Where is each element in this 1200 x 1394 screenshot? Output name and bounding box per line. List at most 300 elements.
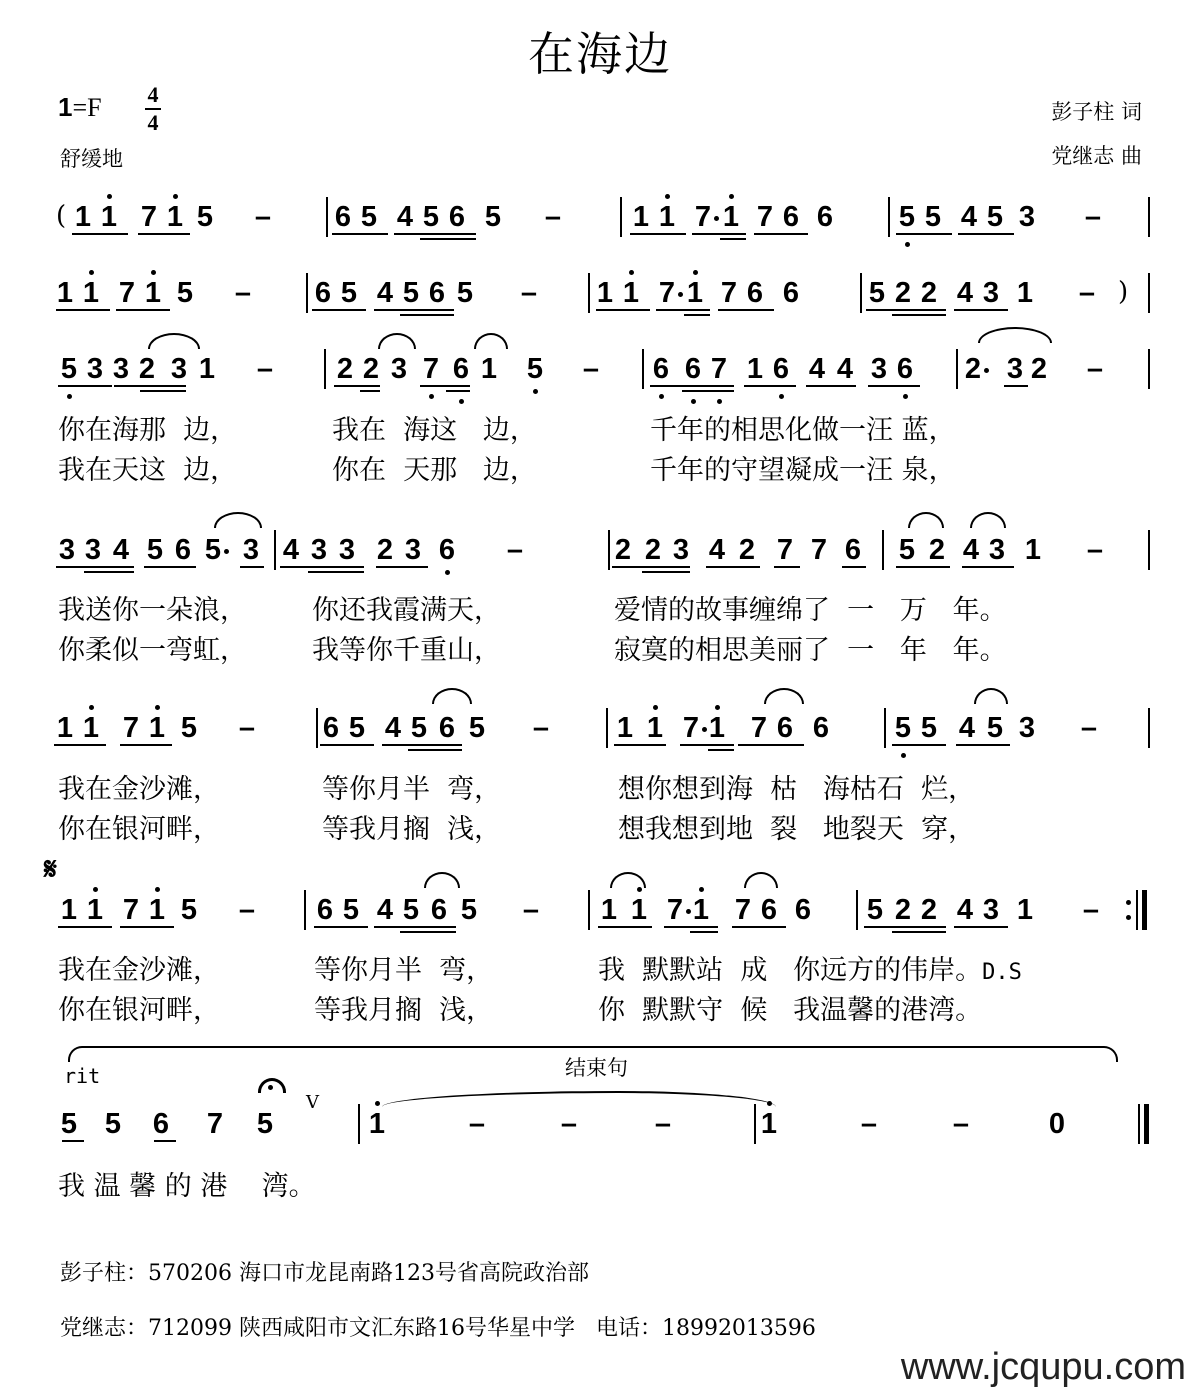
octave-up-dot bbox=[715, 705, 720, 710]
note: 7 bbox=[656, 277, 678, 309]
note: 1 bbox=[632, 201, 650, 233]
note: 7 bbox=[206, 1108, 224, 1140]
duration-underline bbox=[144, 566, 196, 568]
octave-down-dot bbox=[717, 399, 722, 404]
note: 7 bbox=[664, 894, 686, 926]
slur bbox=[970, 512, 1006, 528]
lyric-phrase: 我在金沙滩， bbox=[58, 774, 220, 805]
lyric-line bbox=[0, 408, 1200, 444]
duration-underline bbox=[140, 390, 186, 392]
note: 6 bbox=[770, 353, 792, 385]
note: 1 bbox=[690, 894, 712, 926]
barline bbox=[326, 197, 328, 237]
barline bbox=[642, 349, 644, 389]
note: 4 bbox=[836, 353, 854, 385]
lyric-phrase: 寂寞的相思美丽了 一 年 年。 bbox=[614, 635, 1007, 666]
duration-underline bbox=[692, 233, 746, 235]
lyric-phrase: 你 默默守 候 我温馨的港湾。 bbox=[598, 995, 983, 1026]
barline bbox=[856, 890, 858, 930]
note: 1 bbox=[56, 712, 74, 744]
lyric-phrase: 千年的守望凝成一汪 泉， bbox=[650, 455, 956, 486]
tempo-marking: 舒缓地 bbox=[60, 147, 123, 171]
duration-underline bbox=[408, 749, 462, 751]
note: 6 bbox=[782, 277, 800, 309]
slur bbox=[974, 688, 1008, 704]
barline bbox=[956, 349, 958, 389]
note: 1 bbox=[628, 894, 650, 926]
duration-underline bbox=[1004, 385, 1028, 387]
note: 6 bbox=[430, 894, 448, 926]
note: 5 bbox=[986, 201, 1004, 233]
lyric-phrase: 你在 天那 边， bbox=[332, 455, 537, 486]
segno-sign: 𝄋 bbox=[44, 852, 57, 887]
note: 5 bbox=[342, 894, 360, 926]
octave-up-dot bbox=[375, 1101, 380, 1106]
extension-dash: – bbox=[860, 1108, 878, 1140]
duration-underline bbox=[446, 390, 470, 392]
lyric-phrase: 我 温 馨 的 港 湾。 bbox=[58, 1171, 316, 1202]
barline bbox=[620, 197, 622, 237]
octave-down-dot bbox=[67, 394, 72, 399]
extension-dash: – bbox=[1078, 277, 1096, 309]
extension-dash: – bbox=[520, 277, 538, 309]
ending-label: 结束句 bbox=[565, 1056, 628, 1080]
augmentation-dot bbox=[714, 216, 719, 221]
note: 3 bbox=[1018, 712, 1036, 744]
octave-down-dot bbox=[429, 394, 434, 399]
note: 6 bbox=[776, 712, 794, 744]
note: 4 bbox=[956, 277, 974, 309]
note: 1 bbox=[146, 712, 168, 744]
note: 2 bbox=[336, 353, 354, 385]
note: 5 bbox=[402, 277, 420, 309]
lyric-phrase: 爱情的故事缠绵了 一 万 年。 bbox=[614, 595, 1007, 626]
note: 5 bbox=[868, 277, 886, 309]
barline bbox=[888, 197, 890, 237]
footer-address-lyricist: 彭子柱：570206 海口市龙昆南路123号省高院政治部 bbox=[60, 1261, 589, 1286]
duration-underline bbox=[58, 926, 112, 928]
note: 5 bbox=[402, 894, 420, 926]
note: 5 bbox=[58, 353, 80, 385]
extension-dash: – bbox=[238, 712, 256, 744]
slur bbox=[424, 872, 460, 888]
note: 7 bbox=[810, 534, 828, 566]
duration-underline bbox=[280, 566, 364, 568]
octave-down-dot bbox=[691, 399, 696, 404]
duration-underline bbox=[154, 1140, 176, 1142]
footer-address-composer: 党继志：712099 陕西咸阳市文汇东路16号华星中学 电话：18992013596 bbox=[60, 1316, 816, 1341]
duration-underline bbox=[680, 744, 734, 746]
note: 5 bbox=[410, 712, 428, 744]
note: 1 bbox=[620, 277, 642, 309]
notation-row bbox=[0, 712, 1200, 772]
note: 3 bbox=[390, 353, 408, 385]
slur bbox=[744, 872, 778, 888]
barline bbox=[588, 890, 590, 930]
note: 3 bbox=[672, 534, 690, 566]
note: 5 bbox=[180, 894, 198, 926]
note: 7 bbox=[750, 712, 768, 744]
note: 3 bbox=[112, 353, 130, 385]
octave-up-dot bbox=[693, 270, 698, 275]
barline bbox=[1148, 273, 1150, 313]
lyric-phrase: 我等你千重山， bbox=[312, 635, 501, 666]
note: 5 bbox=[924, 201, 942, 233]
note: 5 bbox=[898, 534, 916, 566]
note: 6 bbox=[174, 534, 192, 566]
slur bbox=[610, 872, 646, 888]
extension-dash: – bbox=[522, 894, 540, 926]
duration-underline bbox=[376, 566, 428, 568]
note: 6 bbox=[428, 277, 446, 309]
extension-dash: – bbox=[1086, 353, 1104, 385]
note: 0 bbox=[1048, 1108, 1066, 1140]
note: 1 bbox=[84, 894, 106, 926]
note: 7 bbox=[140, 201, 158, 233]
duration-underline bbox=[718, 309, 774, 311]
note: 2 bbox=[614, 534, 632, 566]
barline bbox=[1148, 530, 1150, 570]
note: 6 bbox=[844, 534, 862, 566]
octave-up-dot bbox=[151, 270, 156, 275]
note: 6 bbox=[682, 353, 704, 385]
octave-down-dot bbox=[905, 242, 910, 247]
duration-underline bbox=[374, 926, 456, 928]
octave-up-dot bbox=[729, 194, 734, 199]
key-signature bbox=[58, 92, 102, 123]
note: 7 bbox=[680, 712, 702, 744]
repeat-dots bbox=[1126, 900, 1131, 930]
note: 1 bbox=[98, 201, 120, 233]
duration-underline bbox=[120, 744, 172, 746]
duration-underline bbox=[842, 566, 866, 568]
lyric-line bbox=[0, 448, 1200, 484]
duration-underline bbox=[394, 233, 476, 235]
octave-up-dot bbox=[665, 194, 670, 199]
barline bbox=[274, 530, 276, 570]
octave-up-dot bbox=[89, 705, 94, 710]
note: 7 bbox=[122, 712, 140, 744]
note: 5 bbox=[202, 534, 224, 566]
octave-down-dot bbox=[779, 394, 784, 399]
note: 7 bbox=[420, 353, 442, 385]
fermata-icon bbox=[258, 1078, 286, 1093]
extension-dash: – bbox=[654, 1108, 672, 1140]
octave-down-dot bbox=[459, 399, 464, 404]
note: 3 bbox=[982, 277, 1000, 309]
note: 5 bbox=[422, 201, 440, 233]
duration-underline bbox=[630, 233, 686, 235]
octave-up-dot bbox=[89, 270, 94, 275]
note: 5 bbox=[460, 894, 478, 926]
note: 3 bbox=[86, 353, 104, 385]
note: 3 bbox=[338, 534, 356, 566]
note: 5 bbox=[896, 201, 918, 233]
duration-underline bbox=[892, 931, 946, 933]
duration-underline bbox=[400, 314, 454, 316]
note: 7 bbox=[708, 353, 730, 385]
barline bbox=[304, 890, 306, 930]
barline bbox=[324, 349, 326, 389]
duration-underline bbox=[312, 309, 366, 311]
note: 1 bbox=[616, 712, 634, 744]
close-parenthesis: ) bbox=[1118, 277, 1129, 307]
note: 2 bbox=[894, 277, 912, 309]
duration-underline bbox=[708, 749, 734, 751]
duration-underline bbox=[684, 314, 710, 316]
note: 3 bbox=[84, 534, 102, 566]
lyric-phrase: 千年的相思化做一汪 蓝， bbox=[650, 415, 956, 446]
note: 7 bbox=[720, 277, 738, 309]
note: 7 bbox=[118, 277, 136, 309]
barline bbox=[1148, 349, 1150, 389]
note: 1 bbox=[656, 201, 678, 233]
note: 4 bbox=[376, 894, 394, 926]
barline bbox=[754, 1104, 756, 1144]
barline bbox=[358, 1104, 360, 1144]
note: 1 bbox=[146, 894, 168, 926]
duration-underline bbox=[334, 385, 380, 387]
note: 3 bbox=[1018, 201, 1036, 233]
note: 6 bbox=[760, 894, 778, 926]
note: 3 bbox=[310, 534, 328, 566]
note: 7 bbox=[776, 534, 794, 566]
barline bbox=[860, 273, 862, 313]
extension-dash: – bbox=[532, 712, 550, 744]
barline bbox=[882, 530, 884, 570]
note: 5 bbox=[892, 712, 914, 744]
extension-dash: – bbox=[254, 201, 272, 233]
duration-underline bbox=[382, 744, 462, 746]
note: 3 bbox=[242, 534, 260, 566]
note: 2 bbox=[1030, 353, 1048, 385]
note: 4 bbox=[956, 894, 974, 926]
octave-up-dot bbox=[107, 194, 112, 199]
duration-underline bbox=[612, 566, 690, 568]
note: 1 bbox=[80, 277, 102, 309]
note: 5 bbox=[348, 712, 366, 744]
lyric-phrase: 我在天这 边， bbox=[58, 455, 238, 486]
duration-underline bbox=[114, 385, 186, 387]
lyric-phrase: 你在银河畔， bbox=[58, 814, 220, 845]
duration-underline bbox=[864, 926, 946, 928]
note: 6 bbox=[316, 894, 334, 926]
ritardando-marking: rit bbox=[64, 1064, 101, 1088]
note: 2 bbox=[362, 353, 380, 385]
duration-underline bbox=[240, 566, 264, 568]
duration-underline bbox=[84, 571, 134, 573]
duration-underline bbox=[954, 926, 1008, 928]
duration-underline bbox=[690, 931, 718, 933]
note: 7 bbox=[692, 201, 714, 233]
lyric-phrase: 我在金沙滩， bbox=[58, 955, 220, 986]
lyric-phrase: 你还我霞满天， bbox=[312, 595, 501, 626]
octave-up-dot bbox=[155, 705, 160, 710]
duration-underline bbox=[596, 309, 650, 311]
note: 5 bbox=[456, 277, 474, 309]
note: 1 bbox=[1016, 894, 1034, 926]
barline bbox=[1148, 708, 1150, 748]
credits bbox=[1051, 90, 1142, 178]
note: 6 bbox=[436, 534, 458, 566]
lyric-line bbox=[0, 807, 1200, 843]
note: 6 bbox=[794, 894, 812, 926]
note: 6 bbox=[746, 277, 764, 309]
octave-up-dot bbox=[629, 270, 634, 275]
duration-underline bbox=[72, 233, 128, 235]
duration-underline bbox=[774, 566, 800, 568]
note: 6 bbox=[314, 277, 332, 309]
extension-dash: – bbox=[238, 894, 256, 926]
duration-underline bbox=[360, 390, 380, 392]
note: 1 bbox=[164, 201, 186, 233]
lyric-line bbox=[0, 767, 1200, 803]
score-title: 在海边 bbox=[528, 27, 672, 81]
note: 6 bbox=[782, 201, 800, 233]
dal-segno-marking: D.S bbox=[982, 960, 1022, 985]
duration-underline bbox=[54, 744, 106, 746]
note: 1 bbox=[1016, 277, 1034, 309]
duration-underline bbox=[896, 566, 950, 568]
note: 1 bbox=[366, 1108, 388, 1140]
duration-underline bbox=[682, 390, 734, 392]
lyric-phrase: 等你月半 弯， bbox=[322, 774, 502, 805]
duration-underline bbox=[400, 931, 456, 933]
duration-underline bbox=[614, 744, 666, 746]
octave-down-dot bbox=[659, 394, 664, 399]
note: 2 bbox=[920, 277, 938, 309]
note: 2 bbox=[920, 894, 938, 926]
ending-tie bbox=[382, 1091, 776, 1107]
note: 6 bbox=[438, 712, 456, 744]
note: 2 bbox=[138, 353, 156, 385]
octave-up-dot bbox=[699, 887, 704, 892]
duration-underline bbox=[656, 309, 710, 311]
note: 6 bbox=[894, 353, 916, 385]
note: 6 bbox=[334, 201, 352, 233]
note: 7 bbox=[756, 201, 774, 233]
duration-underline bbox=[58, 385, 112, 387]
note: 1 bbox=[56, 277, 74, 309]
duration-underline bbox=[868, 385, 920, 387]
extension-dash: – bbox=[468, 1108, 486, 1140]
note: 4 bbox=[376, 277, 394, 309]
note: 1 bbox=[644, 712, 666, 744]
note: 5 bbox=[146, 534, 164, 566]
note: 4 bbox=[958, 712, 976, 744]
extension-dash: – bbox=[1084, 201, 1102, 233]
barline bbox=[884, 708, 886, 748]
note: 7 bbox=[122, 894, 140, 926]
extension-dash: – bbox=[582, 353, 600, 385]
duration-underline bbox=[308, 571, 364, 573]
augmentation-dot bbox=[224, 549, 229, 554]
note: 6 bbox=[450, 353, 472, 385]
duration-underline bbox=[62, 1140, 84, 1142]
duration-underline bbox=[598, 926, 652, 928]
duration-underline bbox=[754, 233, 808, 235]
augmentation-dot bbox=[678, 292, 683, 297]
lyric-line bbox=[0, 1164, 1200, 1200]
note: 1 bbox=[758, 1108, 780, 1140]
duration-underline bbox=[56, 309, 110, 311]
note: 1 bbox=[600, 894, 618, 926]
open-parenthesis: ( bbox=[56, 201, 67, 231]
note: 4 bbox=[112, 534, 130, 566]
lyric-phrase: 想你想到海 枯 海枯石 烂， bbox=[618, 774, 976, 805]
duration-underline bbox=[650, 385, 734, 387]
lyric-phrase: 等我月搁 浅， bbox=[322, 814, 502, 845]
lyric-line bbox=[0, 588, 1200, 624]
duration-underline bbox=[320, 744, 374, 746]
notation-row bbox=[0, 201, 1200, 261]
duration-underline bbox=[954, 309, 1008, 311]
note: 6 bbox=[152, 1108, 170, 1140]
time-signature bbox=[143, 84, 163, 134]
duration-underline bbox=[720, 238, 746, 240]
note: 6 bbox=[448, 201, 466, 233]
duration-underline bbox=[892, 744, 946, 746]
extension-dash: – bbox=[952, 1108, 970, 1140]
duration-underline bbox=[806, 385, 856, 387]
barline bbox=[316, 708, 318, 748]
duration-underline bbox=[866, 309, 946, 311]
note: 1 bbox=[74, 201, 92, 233]
watermark: www.jcqupu.com bbox=[900, 1346, 1186, 1388]
notation-row bbox=[0, 894, 1200, 954]
lyric-line bbox=[0, 628, 1200, 664]
note: 4 bbox=[708, 534, 726, 566]
lyric-phrase: 你柔似一弯虹， bbox=[58, 635, 247, 666]
lyric-phrase: 等我月搁 浅， bbox=[314, 995, 494, 1026]
note: 1 bbox=[706, 712, 728, 744]
note: 3 bbox=[988, 534, 1006, 566]
note: 4 bbox=[396, 201, 414, 233]
note: 4 bbox=[962, 534, 980, 566]
octave-down-dot bbox=[533, 389, 538, 394]
duration-underline bbox=[962, 566, 1014, 568]
notation-row bbox=[0, 534, 1200, 594]
note: 4 bbox=[384, 712, 402, 744]
note: 5 bbox=[920, 712, 938, 744]
note: 1 bbox=[684, 277, 706, 309]
duration-underline bbox=[642, 571, 690, 573]
duration-underline bbox=[138, 233, 190, 235]
note: 2 bbox=[376, 534, 394, 566]
note: 5 bbox=[340, 277, 358, 309]
note: 5 bbox=[360, 201, 378, 233]
octave-up-dot bbox=[653, 705, 658, 710]
octave-up-dot bbox=[155, 887, 160, 892]
slur bbox=[432, 688, 472, 704]
duration-underline bbox=[738, 744, 804, 746]
note: 3 bbox=[870, 353, 888, 385]
duration-underline bbox=[958, 233, 1014, 235]
note: 4 bbox=[808, 353, 826, 385]
barline bbox=[1148, 197, 1150, 237]
barline bbox=[606, 708, 608, 748]
augmentation-dot bbox=[984, 368, 989, 373]
lyric-phrase: 我 默默站 成 你远方的伟岸。D.S bbox=[598, 955, 1022, 986]
duration-underline bbox=[956, 744, 1010, 746]
barline bbox=[588, 273, 590, 313]
barline bbox=[306, 273, 308, 313]
lyric-phrase: 我送你一朵浪， bbox=[58, 595, 247, 626]
lyric-phrase: 你在银河畔， bbox=[58, 995, 220, 1026]
note: 1 bbox=[80, 712, 102, 744]
duration-underline bbox=[664, 926, 718, 928]
note: 2 bbox=[894, 894, 912, 926]
